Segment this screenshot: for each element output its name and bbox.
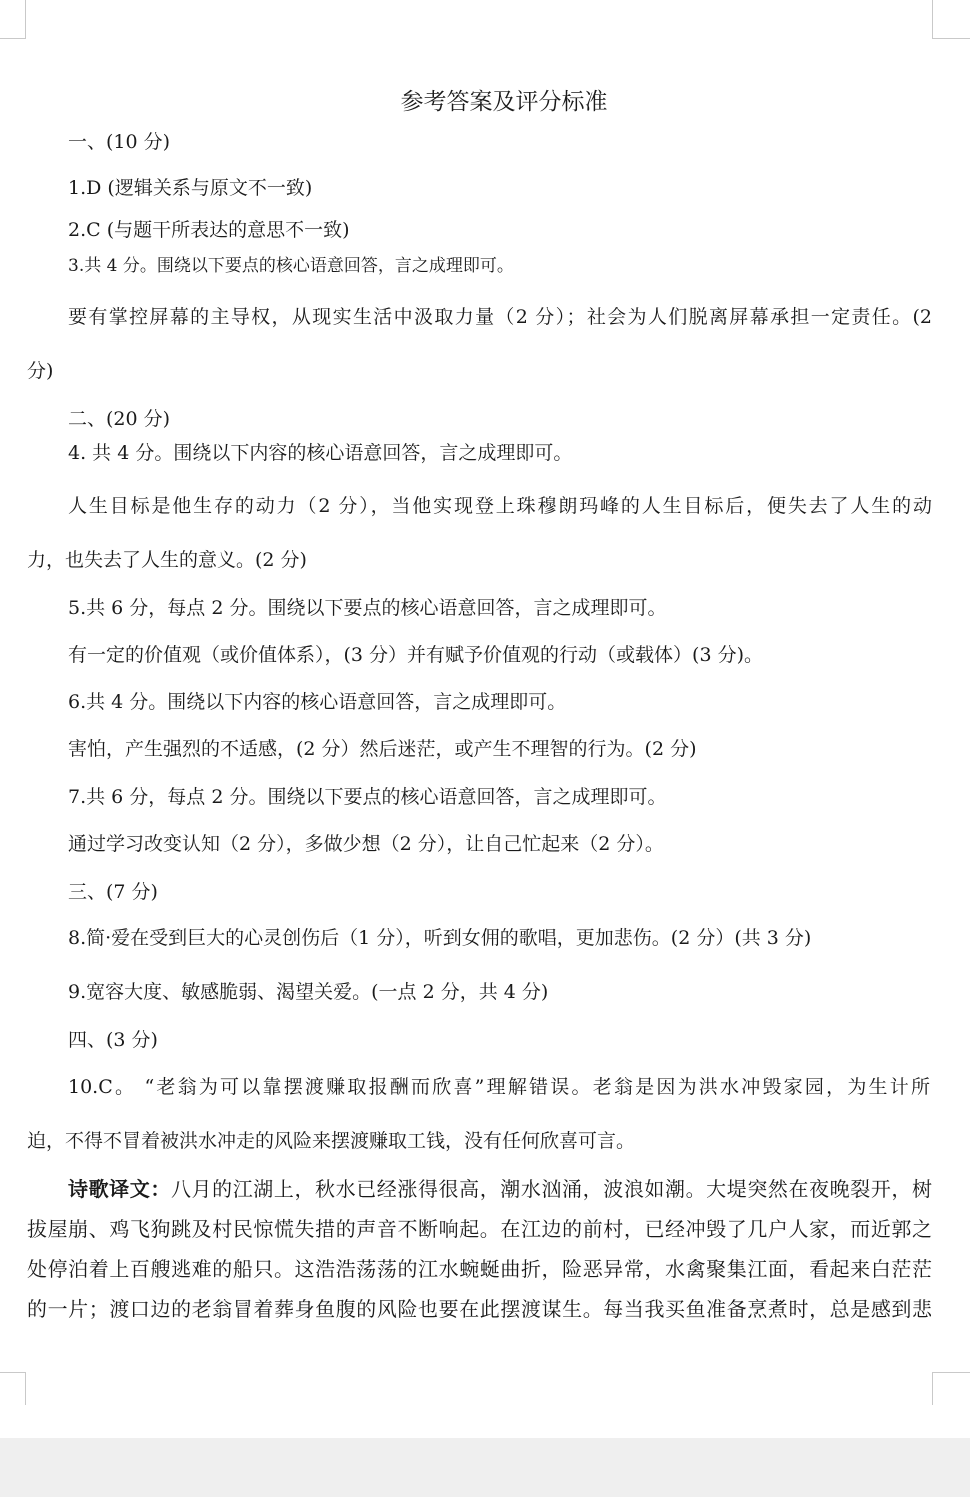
answer-6-instruction: 6.共 4 分。围绕以下内容的核心语意回答，言之成理即可。 bbox=[68, 691, 567, 713]
answer-9: 9.宽容大度、敏感脆弱、渴望关爱。(一点 2 分，共 4 分) bbox=[68, 981, 549, 1003]
answer-3-instruction: 3.共 4 分。围绕以下要点的核心语意回答，言之成理即可。 bbox=[68, 256, 514, 276]
answer-4-text-cont: 力，也失去了人生的意义。(2 分) bbox=[27, 549, 307, 571]
answer-7-instruction: 7.共 6 分，每点 2 分。围绕以下要点的核心语意回答，言之成理即可。 bbox=[68, 786, 667, 808]
crop-mark-bottom-left bbox=[0, 1372, 26, 1405]
answer-3-text: 要有掌控屏幕的主导权，从现实生活中汲取力量（2 分）；社会为人们脱离屏幕承担一定责任。(2 bbox=[68, 306, 932, 328]
answer-5-instruction: 5.共 6 分，每点 2 分。围绕以下要点的核心语意回答，言之成理即可。 bbox=[68, 597, 667, 619]
section-2-heading: 二、(20 分) bbox=[68, 408, 171, 430]
answer-10-cont: 迫，不得不冒着被洪水冲走的风险来摆渡赚取工钱，没有任何欣喜可言。 bbox=[27, 1130, 636, 1152]
section-1-heading: 一、(10 分) bbox=[68, 131, 171, 153]
poem-translation-label: 诗歌译文： bbox=[68, 1177, 171, 1201]
answer-6-text: 害怕，产生强烈的不适感，(2 分）然后迷茫，或产生不理智的行为。(2 分) bbox=[68, 738, 697, 760]
poem-translation-line-4: 的一片；渡口边的老翁冒着葬身鱼腹的风险也要在此摆渡谋生。每当我买鱼准备烹煮时，总是感到悲 bbox=[27, 1297, 932, 1321]
poem-translation-line-1 bbox=[68, 1177, 932, 1201]
crop-mark-top-left bbox=[0, 0, 26, 39]
answer-10: 10.C。 “老翁为可以靠摆渡赚取报酬而欣喜”理解错误。老翁是因为洪水冲毁家园，为生计所 bbox=[68, 1076, 930, 1098]
answer-2: 2.C (与题干所表达的意思不一致) bbox=[68, 219, 350, 241]
answer-8: 8.简·爱在受到巨大的心灵创伤后（1 分），听到女佣的歌唱，更加悲伤。(2 分）(共 3 分) bbox=[68, 927, 812, 949]
poem-translation-line-3: 处停泊着上百艘逃难的船只。这浩浩荡荡的江水蜿蜒曲折，险恶异常，水禽聚集江面，看起来白茫茫 bbox=[27, 1257, 932, 1281]
answer-5-text: 有一定的价值观（或价值体系），(3 分）并有赋予价值观的行动（或载体）(3 分)。 bbox=[68, 644, 763, 666]
answer-4-text: 人生目标是他生存的动力（2 分），当他实现登上珠穆朗玛峰的人生目标后，便失去了人生的动 bbox=[68, 495, 932, 517]
answer-7-text: 通过学习改变认知（2 分），多做少想（2 分），让自己忙起来（2 分）。 bbox=[68, 833, 664, 855]
section-3-heading: 三、(7 分) bbox=[68, 881, 158, 903]
section-4-heading: 四、(3 分) bbox=[68, 1029, 158, 1051]
crop-mark-bottom-right bbox=[932, 1372, 970, 1405]
poem-translation-line-2: 拔屋崩、鸡飞狗跳及村民惊慌失措的声音不断响起。在江边的前村，已经冲毁了几户人家，而近郭之 bbox=[27, 1217, 932, 1241]
answer-3-text-cont: 分) bbox=[27, 360, 54, 382]
answer-1: 1.D (逻辑关系与原文不一致) bbox=[68, 177, 313, 199]
answer-4-instruction: 4. 共 4 分。围绕以下内容的核心语意回答，言之成理即可。 bbox=[68, 442, 573, 464]
page-title: 参考答案及评分标准 bbox=[400, 89, 608, 115]
poem-translation-text: 八月的江湖上，秋水已经涨得很高，潮水汹涌，波浪如潮。大堤突然在夜晚裂开，树 bbox=[170, 1177, 933, 1201]
crop-mark-top-right bbox=[932, 0, 970, 39]
